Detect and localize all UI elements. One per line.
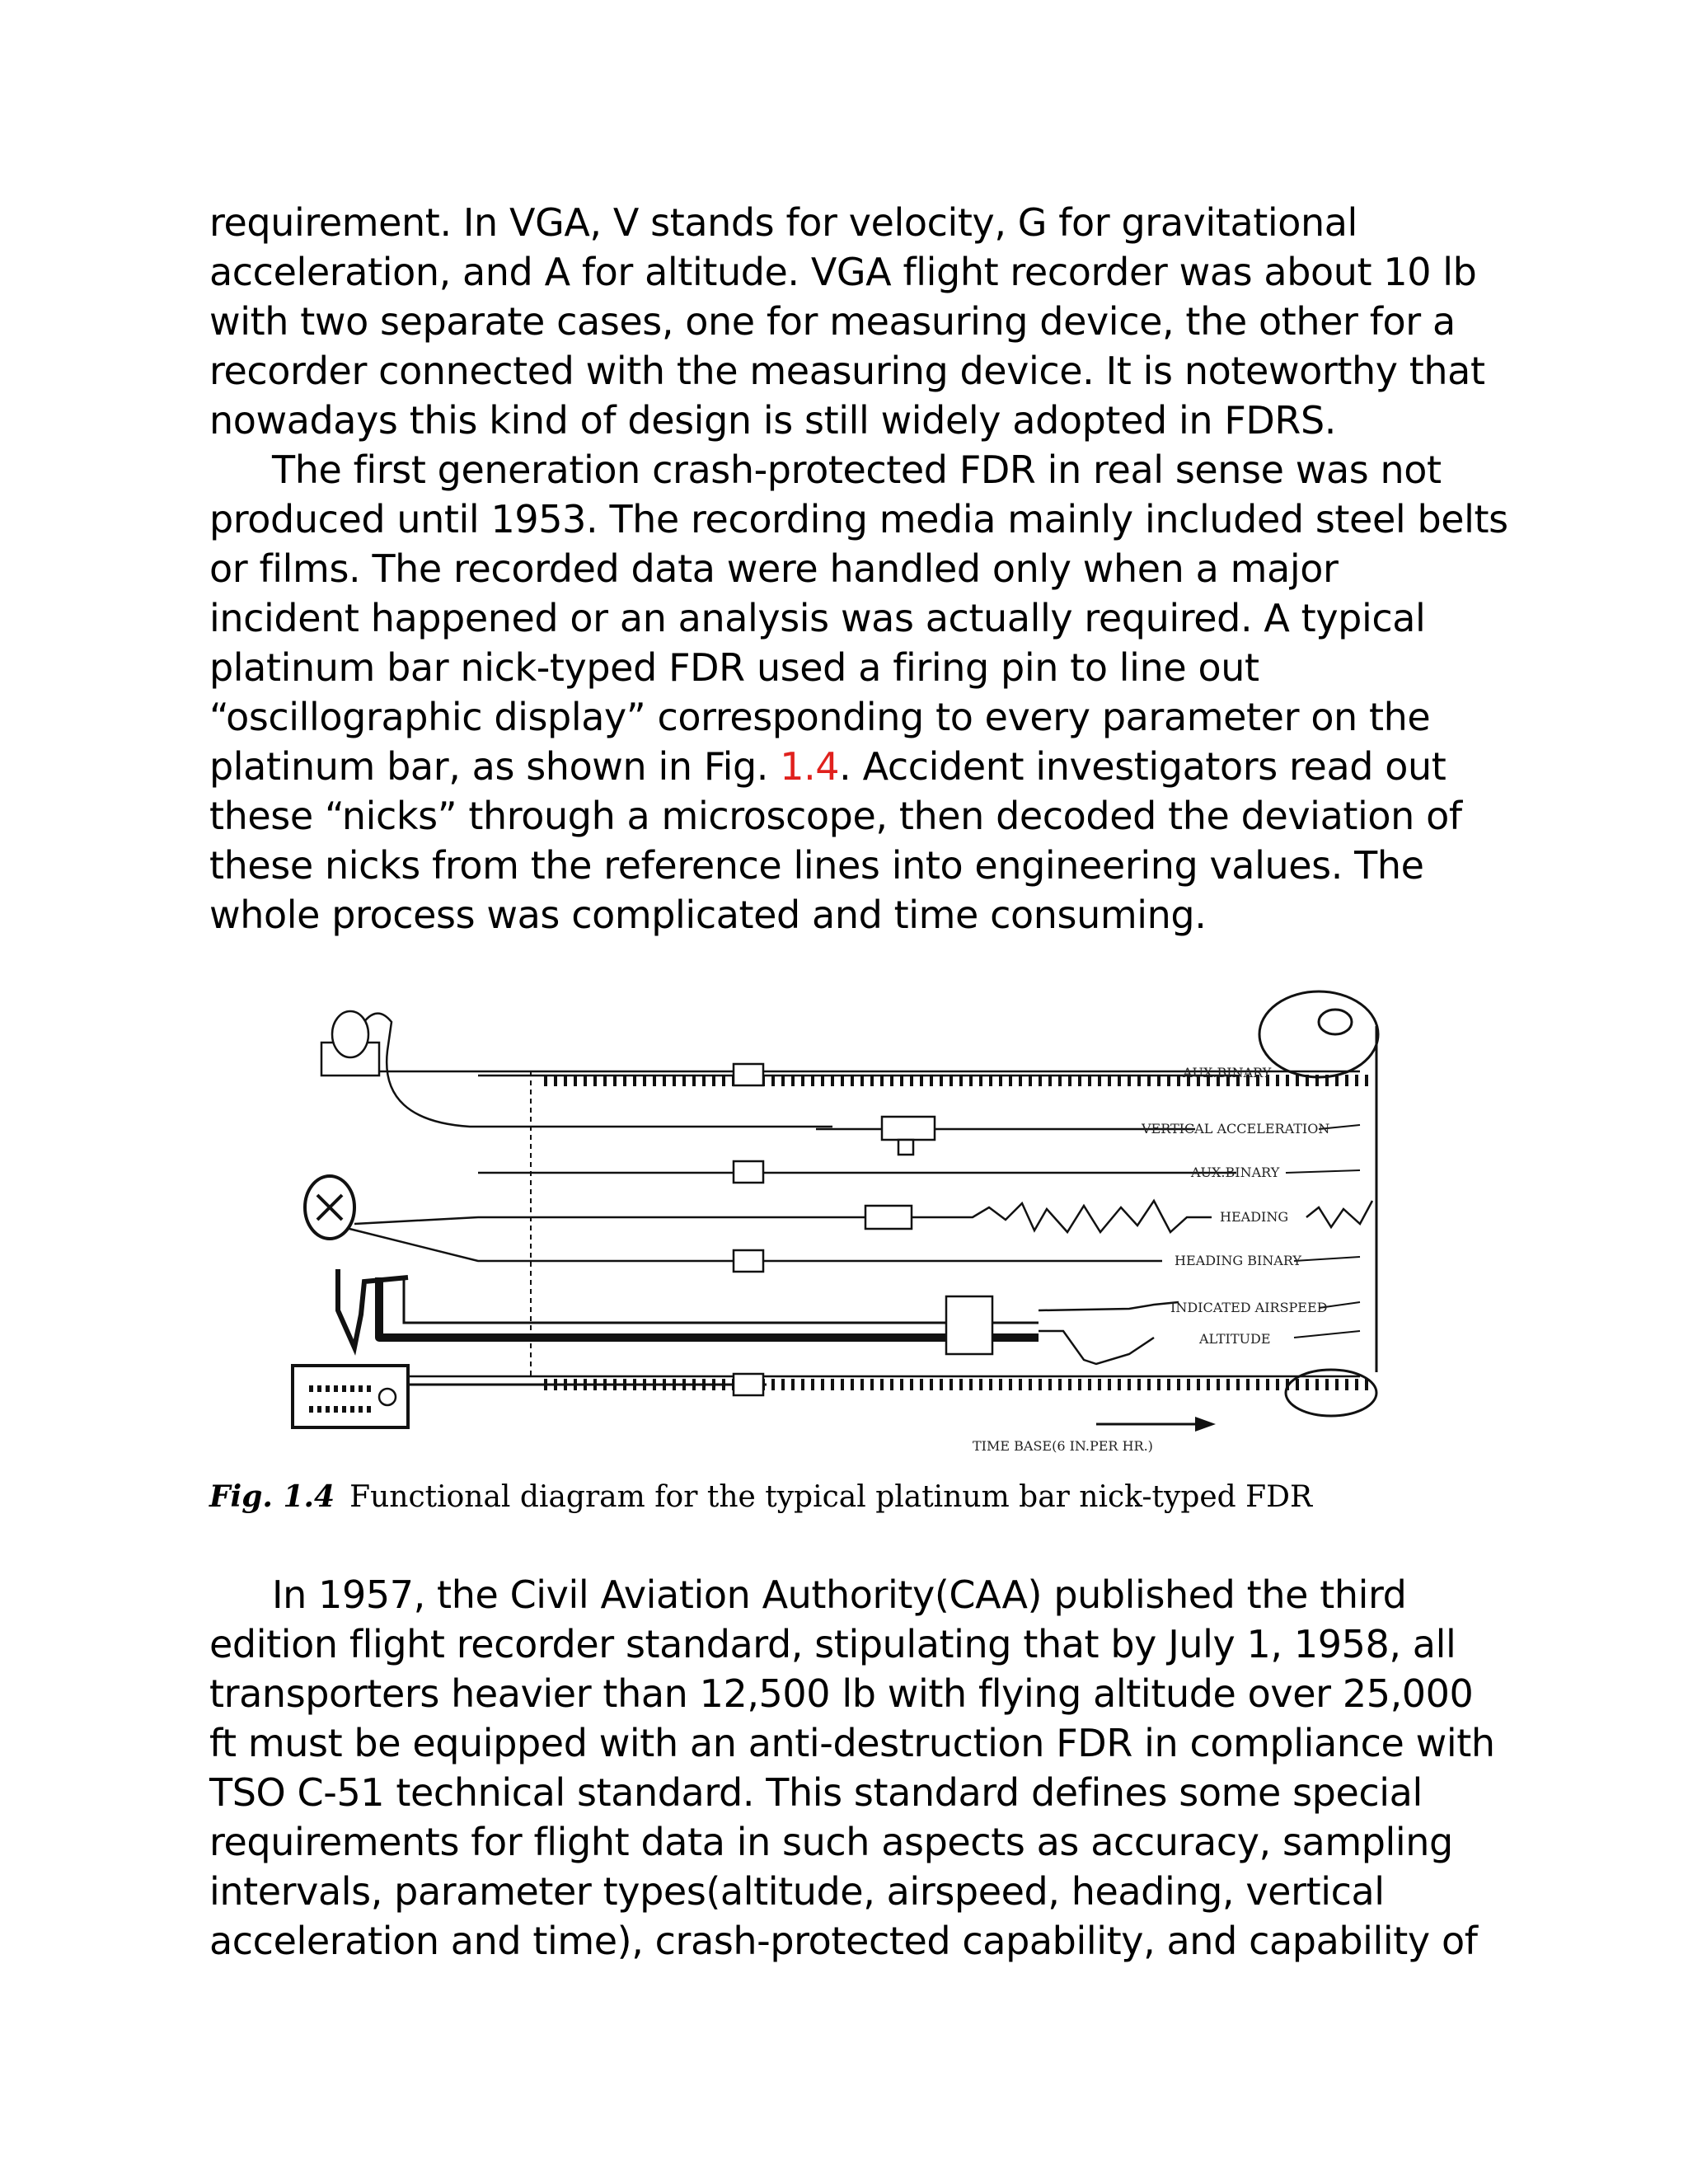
fdr-functional-diagram	[272, 985, 1409, 1455]
stylus-aux-binary-2	[734, 1161, 763, 1183]
leader-line	[1286, 1170, 1360, 1173]
accelerometer-sensor	[332, 1011, 368, 1057]
text-line: platinum bar nick-typed FDR used a firing pin to line out	[209, 645, 1259, 690]
time-base-arrow-head	[1195, 1417, 1216, 1432]
stylus-heading	[865, 1206, 912, 1229]
label-aux-binary-2: AUX.BINARY	[1191, 1165, 1280, 1180]
text-line-with-reference	[209, 742, 1495, 791]
text-line: these nicks from the reference lines into engineering values. The	[209, 843, 1424, 888]
stylus-aux-binary-1	[734, 1064, 763, 1085]
trace-indicated-airspeed	[1039, 1302, 1179, 1310]
binary-control-box	[293, 1366, 408, 1427]
stylus-heading-binary	[734, 1250, 763, 1272]
label-indicated-airspeed: INDICATED AIRSPEED	[1170, 1300, 1328, 1315]
stylus-vertical-acceleration-base	[898, 1140, 913, 1155]
text-line: intervals, parameter types(altitude, airspeed, heading, vertical	[209, 1869, 1385, 1914]
text-line: these “nicks” through a microscope, then decoded the deviation of	[209, 794, 1462, 838]
stylus-airspeed-altitude	[946, 1296, 992, 1354]
figure-caption	[209, 1479, 1312, 1514]
text-line: nowadays this kind of design is still widely adopted in FDRS.	[209, 398, 1337, 443]
text-line: with two separate cases, one for measuring device, the other for a	[209, 299, 1456, 344]
reel-hub	[1319, 1010, 1352, 1034]
text-line: produced until 1953. The recording media mainly included steel belts	[209, 497, 1508, 541]
label-heading: HEADING	[1220, 1209, 1289, 1225]
text-fragment: . Accident investigators read out	[839, 744, 1447, 789]
text-line: transporters heavier than 12,500 lb with flying altitude over 25,000	[209, 1671, 1474, 1716]
text-line: incident happened or an analysis was actually required. A typical	[209, 596, 1426, 640]
label-vertical-acceleration: VERTICAL ACCELERATION	[1142, 1121, 1330, 1137]
trace-heading	[734, 1201, 1212, 1232]
label-time-base: TIME BASE(6 IN.PER HR.)	[973, 1438, 1153, 1454]
figure-reference-link[interactable]: 1.4	[780, 744, 840, 789]
figure-caption-text: Functional diagram for the typical platinum bar nick-typed FDR	[349, 1480, 1313, 1514]
trace-altitude	[1039, 1331, 1154, 1364]
cable-heading-sensor	[354, 1217, 734, 1224]
leader-line	[1294, 1331, 1360, 1338]
cable-pitot-static	[379, 1277, 1039, 1338]
text-line: requirement. In VGA, V stands for velocity, G for gravitational	[209, 200, 1357, 245]
paragraph-caa-standard	[209, 1570, 1495, 1966]
stylus-bottom	[734, 1374, 763, 1395]
text-line: edition flight recorder standard, stipulating that by July 1, 1958, all	[209, 1622, 1456, 1666]
text-line: TSO C-51 technical standard. This standard defines some special	[209, 1770, 1423, 1815]
text-line: acceleration and time), crash-protected capability, and capability of	[209, 1919, 1478, 1963]
text-line: ft must be equipped with an anti-destruction FDR in compliance with	[209, 1721, 1495, 1765]
paragraph-first-generation-fdr	[209, 445, 1508, 940]
leader-line	[1294, 1257, 1360, 1261]
label-aux-binary-1: AUX.BINARY	[1183, 1065, 1272, 1080]
text-fragment: platinum bar, as shown in Fig.	[209, 744, 781, 789]
text-line: recorder connected with the measuring device. It is noteworthy that	[209, 349, 1485, 393]
text-line: or films. The recorded data were handled only when a major	[209, 546, 1339, 591]
text-line: acceleration, and A for altitude. VGA flight recorder was about 10 lb	[209, 250, 1477, 294]
stylus-vertical-acceleration	[882, 1117, 935, 1140]
trace-heading-right	[1306, 1201, 1372, 1227]
paragraph-vga	[209, 198, 1495, 445]
label-heading-binary: HEADING BINARY	[1175, 1253, 1301, 1268]
figure-number: Fig. 1.4	[209, 1479, 335, 1514]
reel-top	[1259, 991, 1378, 1077]
text-line: requirements for flight data in such aspects as accuracy, sampling	[209, 1820, 1453, 1864]
text-line: “oscillographic display” corresponding to every parameter on the	[209, 695, 1431, 739]
text-line: whole process was complicated and time consuming.	[209, 893, 1207, 937]
label-altitude: ALTITUDE	[1199, 1331, 1271, 1347]
text-line: The first generation crash-protected FDR in real sense was not	[272, 448, 1442, 492]
text-line: In 1957, the Civil Aviation Authority(CAA) published the third	[272, 1572, 1407, 1617]
cable-pitot-static-inner	[404, 1277, 1039, 1323]
